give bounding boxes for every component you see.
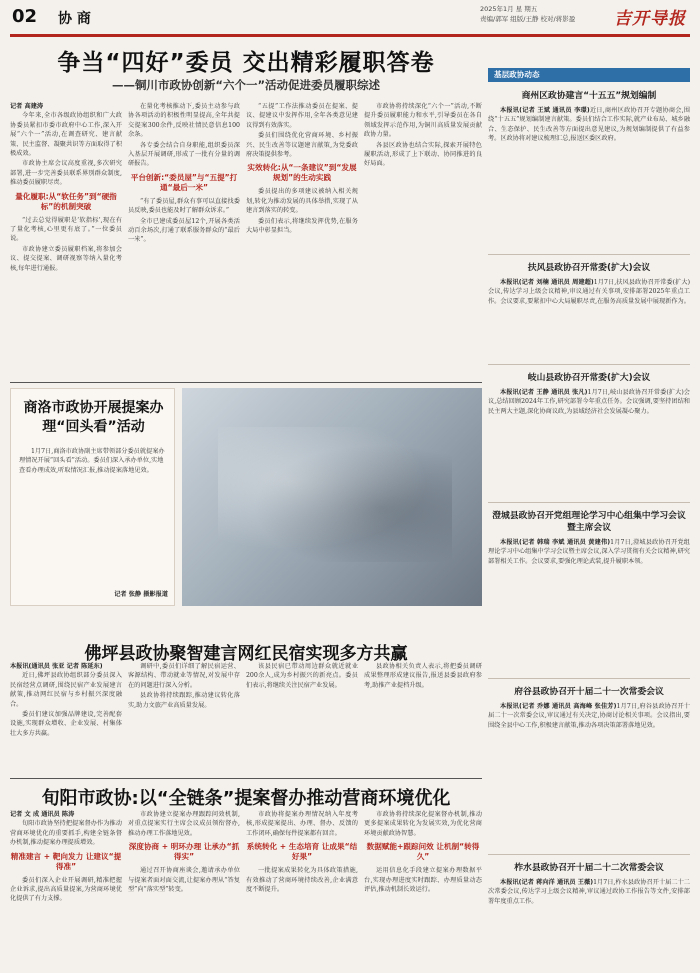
story2-paragraph: 县政协相关负责人表示,将把委员调研成果整理形成建议报告,报送县委县政府参考,助推产业提档升级。 (364, 663, 482, 689)
sidebar-item (488, 262, 690, 362)
feature-box-caption: 1月7日,商洛市政协副主席带领部分委员就提案办理情况开展“回头看”活动。委员们深入承办单位,实地查看办理成效,听取情况汇报,推动提案落地见效。 (19, 448, 165, 474)
story2-paragraph: 该县民宿已带动周边群众就近就业200余人,成为乡村振兴的新亮点。委员们表示,将继续关注民宿产业发展。 (246, 663, 358, 689)
lead-paragraph: 委员们表示,将继续发挥优势,在服务大局中彰显担当。 (246, 217, 358, 235)
lead-paragraph: 在量化考核推动下,委员主动参与政协各项活动的积极性明显提高,全年共提交提案300余件,反映社情民意信息100余条。 (128, 103, 240, 139)
story2-byline: 本报讯(通讯员 张亚 记者 陈延东) (10, 663, 103, 670)
story2-column-3 (246, 662, 358, 774)
sidebar-item-reporter: 本报讯(记者 乔娜 通讯员 高海峰 张佳芳) (500, 703, 617, 710)
sidebar (488, 68, 690, 962)
story2-paragraph: 调研中,委员们详细了解民宿运营、客源结构、带动就业等情况,对发展中存在的问题进行深入分析。 (128, 663, 240, 689)
story3-headline: 旬阳市政协:以“全链条”提案督办推动营商环境优化 (41, 788, 451, 809)
sidebar-item (488, 510, 690, 622)
section-name: 协 商 (58, 11, 91, 27)
story2-column-1 (10, 662, 122, 774)
sidebar-item-reporter: 本报讯(记者 蒋向洋 通讯员 王薇) (500, 879, 594, 886)
lead-paragraph: 委员提出的多项建议被纳入相关规划,转化为推动发展的具体举措,实现了从建言到落实的转变。 (246, 188, 358, 215)
story2-paragraph: 委员们建议加强品牌建设,完善配套设施,实现群众增收、企业发展、村集体壮大多方共赢。 (10, 711, 122, 737)
lead-subhead-2: 平台创新:“委员屋”与“五提”打通“最后一米” (130, 172, 238, 192)
sidebar-item-reporter: 本报讯(记者 刘楠 通讯员 周建超) (500, 279, 594, 286)
sidebar-item (488, 862, 690, 962)
story3-paragraph: 市政协将持续深化提案督办机制,推动更多提案成果转化为发展实效,为优化营商环境贡献政协智慧。 (364, 811, 482, 837)
masthead (0, 0, 700, 44)
story3-paragraph: 旬阳市政协坚持把提案督办作为推动营商环境优化的重要抓手,构建全链条督办机制,推动提案办理提质增效。 (10, 820, 122, 847)
sidebar-item (488, 90, 690, 220)
story3-paragraph: 一批提案成果转化为具体政策措施,有效推动了营商环境持续改善,企业满意度不断提升。 (246, 867, 358, 894)
sidebar-item-text: 1月7日,扶风县政协召开常委(扩大)会议,传达学习上级会议精神,审议通过有关事项,安排部署2025年重点工作。会议要求,要紧扣中心大局履职尽责,在服务高质量发展中展现新作为。 (488, 279, 690, 305)
section-divider (10, 778, 482, 779)
story3-paragraph: 通过召开协商座谈会,邀请承办单位与提案者面对面交流,让提案办理从“答复型”向“落实型”转变。 (128, 867, 240, 894)
lead-paragraph: 全市已建成委员屋12个,开展各类活动百余场次,打通了联系服务群众的“最后一米”。 (128, 217, 240, 244)
story3-column-2 (128, 810, 240, 962)
story3-subhead-3: 系统转化 + 生态培育 让成果“结好果” (246, 842, 358, 862)
story2-paragraph: 县政协将持续跟踪,推动建议转化落实,助力文旅产业高质量发展。 (128, 692, 240, 709)
sidebar-item-body (488, 878, 690, 906)
story3-paragraph: 市政协建立提案办理跟踪问效机制,对重点提案实行主席会议成员领衔督办,推动办理工作落地见效。 (128, 811, 240, 837)
lead-paragraph: 各专委会结合自身职能,组织委员深入基层开展调研,形成了一批有分量的调研报告。 (128, 141, 240, 168)
feature-box-title: 商洛市政协开展提案办理“回头看”活动 (23, 400, 164, 435)
story3-byline: 记者 文 成 通讯员 陈涛 (10, 811, 75, 818)
sidebar-item-reporter: 本报讯(记者 韩瑞 李斌 通讯员 黄建伟) (500, 539, 611, 546)
sidebar-divider (488, 854, 690, 855)
sidebar-item-text: 1月7日,澄城县政协召开党组理论学习中心组集中学习会议暨主席会议,深入学习贯彻有关会议精神,研究部署相关工作。会议要求,要强化理论武装,提升履职本领。 (488, 539, 690, 565)
sidebar-divider (488, 254, 690, 255)
story3-column-3 (246, 810, 358, 962)
lead-byline: 记者 高建涛 (10, 103, 44, 110)
story3-subhead-2: 深度协商 + 明环办理 让承办“抓得实” (128, 842, 240, 862)
feature-box (10, 388, 175, 606)
feature-photo (182, 388, 482, 606)
sidebar-item-body (488, 106, 690, 143)
sidebar-item-title: 扶风县政协召开常委(扩大)会议 (527, 263, 651, 273)
story3-column-4 (364, 810, 482, 962)
story3-subhead-1: 精准建言 + 靶向发力 让建议“提得准” (10, 851, 122, 871)
sidebar-banner: 基层政协动态 (488, 68, 690, 82)
main-area (10, 42, 482, 962)
lead-subhead-3: 实效转化:从“一条建议”到“发展规划”的生动实践 (247, 163, 357, 183)
sidebar-item-title: 府谷县政协召开十届二十一次常委会议 (514, 687, 664, 697)
lead-paragraph: 市政协建立委员履职档案,将参加会议、提交提案、调研视察等纳入量化考核,每年进行通报。 (10, 245, 122, 272)
sidebar-item-title: 岐山县政协召开常委(扩大)会议 (527, 373, 651, 383)
sidebar-item (488, 686, 690, 796)
story2-headline: 佛坪县政协聚智建言网红民宿实现多方共赢 (84, 644, 408, 664)
sidebar-item-body (488, 702, 690, 730)
lead-column-1 (10, 102, 122, 422)
sidebar-item-text: 1月7日,岐山县政协召开常委(扩大)会议,总结回顾2024年工作,研究部署今年重点任务。会议强调,要坚持团结和民主两大主题,深化协商议政,为县域经济社会发展凝心聚力。 (488, 389, 690, 415)
editor-line: 责编/郭军 组版/王静 校对/蒋影盈 (480, 15, 576, 23)
sidebar-item-title: 商州区政协建言“十五五”规划编制 (521, 91, 657, 101)
story3-column-1 (10, 810, 122, 962)
sidebar-item-title: 柞水县政协召开十届二十二次常委会议 (514, 863, 664, 873)
sidebar-divider (488, 502, 690, 503)
sidebar-item (488, 372, 690, 464)
lead-paragraph: 今年来,全市各级政协组织和广大政协委员紧扣市委市政府中心工作,深入开展“六个一”活动,在调查研究、建言献策、民主监督、凝聚共识等方面取得了积极成效。 (10, 112, 122, 158)
lead-column-2 (128, 102, 240, 422)
masthead-info (480, 4, 575, 24)
lead-paragraph: “过去总觉得履职是‘软指标’,现在有了量化考核,心里更有底了。”一位委员说。 (10, 216, 122, 243)
lead-paragraph: “五提”工作法推动委员在提案、提议、提建议中发挥作用,全年各类意见建议得到有效落实。 (246, 103, 358, 129)
sidebar-item-body (488, 278, 690, 306)
lead-paragraph: “有了委员屋,群众有事可以直接找委员反映,委员也能及时了解群众诉求。” (128, 197, 240, 215)
lead-paragraph: 市政协将持续深化“六个一”活动,不断提升委员履职能力和水平,引导委员在各自领域发挥示范作用,为铜川高质量发展贡献政协力量。 (364, 103, 482, 139)
story2-paragraph: 近日,佛坪县政协组织部分委员深入民宿经营点调研,围绕民宿产业发展建言献策,推动网红民宿与乡村振兴深度融合。 (10, 672, 122, 708)
sidebar-item-title: 澄城县政协召开党组理论学习中心组集中学习会议暨主席会议 (492, 511, 686, 533)
story3-subhead-4: 数据赋能+跟踪问效 让机制“转得久” (366, 842, 480, 862)
story2-column-4 (364, 662, 482, 774)
sidebar-divider (488, 364, 690, 365)
lead-subhead-1: 量化履职:从“软任务”到“硬指标”的机制突破 (15, 191, 117, 211)
sidebar-divider (488, 678, 690, 679)
section-divider (10, 382, 482, 383)
page-number: 02 (12, 6, 38, 27)
masthead-rule (10, 34, 690, 37)
story2-column-2 (128, 662, 240, 774)
lead-column-3 (246, 102, 358, 422)
newspaper-logo: 吉开导报 (614, 9, 686, 29)
lead-paragraph: 市政协主席会议高度重视,多次研究部署,进一步完善委员联系界别群众制度,推动委员履职尽责。 (10, 160, 122, 187)
lead-paragraph: 委员们围绕优化营商环境、乡村振兴、民生改善等议题建言献策,为党委政府决策提供参考。 (246, 132, 358, 159)
story3-paragraph: 市政协将提案办理情况纳入年度考核,形成提案提出、办理、督办、反馈的工作闭环,确保每件提案都有回音。 (246, 811, 358, 837)
sidebar-item-reporter: 本报讯(记者 王静 通讯员 张凡) (500, 389, 588, 396)
lead-headline: 争当“四好”委员 交出精彩履职答卷 (57, 50, 435, 76)
lead-paragraph: 各县区政协也结合实际,探索开展特色履职活动,形成了上下联动、协同推进的良好局面。 (364, 141, 482, 168)
story3-paragraph: 委员们深入企业开展调研,精准把握企业诉求,提出高质量提案,为营商环境优化提供了有力支撑。 (10, 876, 122, 903)
sidebar-item-body (488, 388, 690, 416)
sidebar-item-text: 1月7日,府谷县政协召开十届二十一次常委会议,审议通过有关决定,协商讨论相关事项。会议指出,要围绕全县中心工作,积极建言献策,推动各项决策部署落地见效。 (488, 703, 690, 729)
story3-paragraph: 运用信息化手段建立提案办理数据平台,实现办理进度实时跟踪、办理质量动态评估,推动机制长效运行。 (364, 867, 482, 894)
date-line: 2025年1月 星 期五 (480, 5, 538, 13)
sidebar-item-text: 1月7日,柞水县政协召开十届二十二次常委会议,传达学习上级会议精神,审议通过政协工作报告等文件,安排部署年度重点工作。 (488, 879, 690, 905)
sidebar-item-text: 近日,商州区政协召开专题协商会,围绕“十五五”规划编制建言献策。委员们结合工作实际,就产业布局、城乡融合、生态保护、民生改善等方面提出意见建议,为规划编制提供了有益参考。区政协将对建议梳理汇总,报送区委区政府。 (488, 107, 690, 142)
sidebar-item-reporter: 本报讯(记者 王斌 通讯员 李璟) (500, 107, 590, 114)
sidebar-item-body (488, 538, 690, 566)
feature-box-credit: 记者 张静 摄影报道 (114, 591, 168, 598)
lead-subheadline: ——铜川市政协创新“六个一”活动促进委员履职综述 (111, 78, 381, 92)
lead-column-4 (364, 102, 482, 382)
